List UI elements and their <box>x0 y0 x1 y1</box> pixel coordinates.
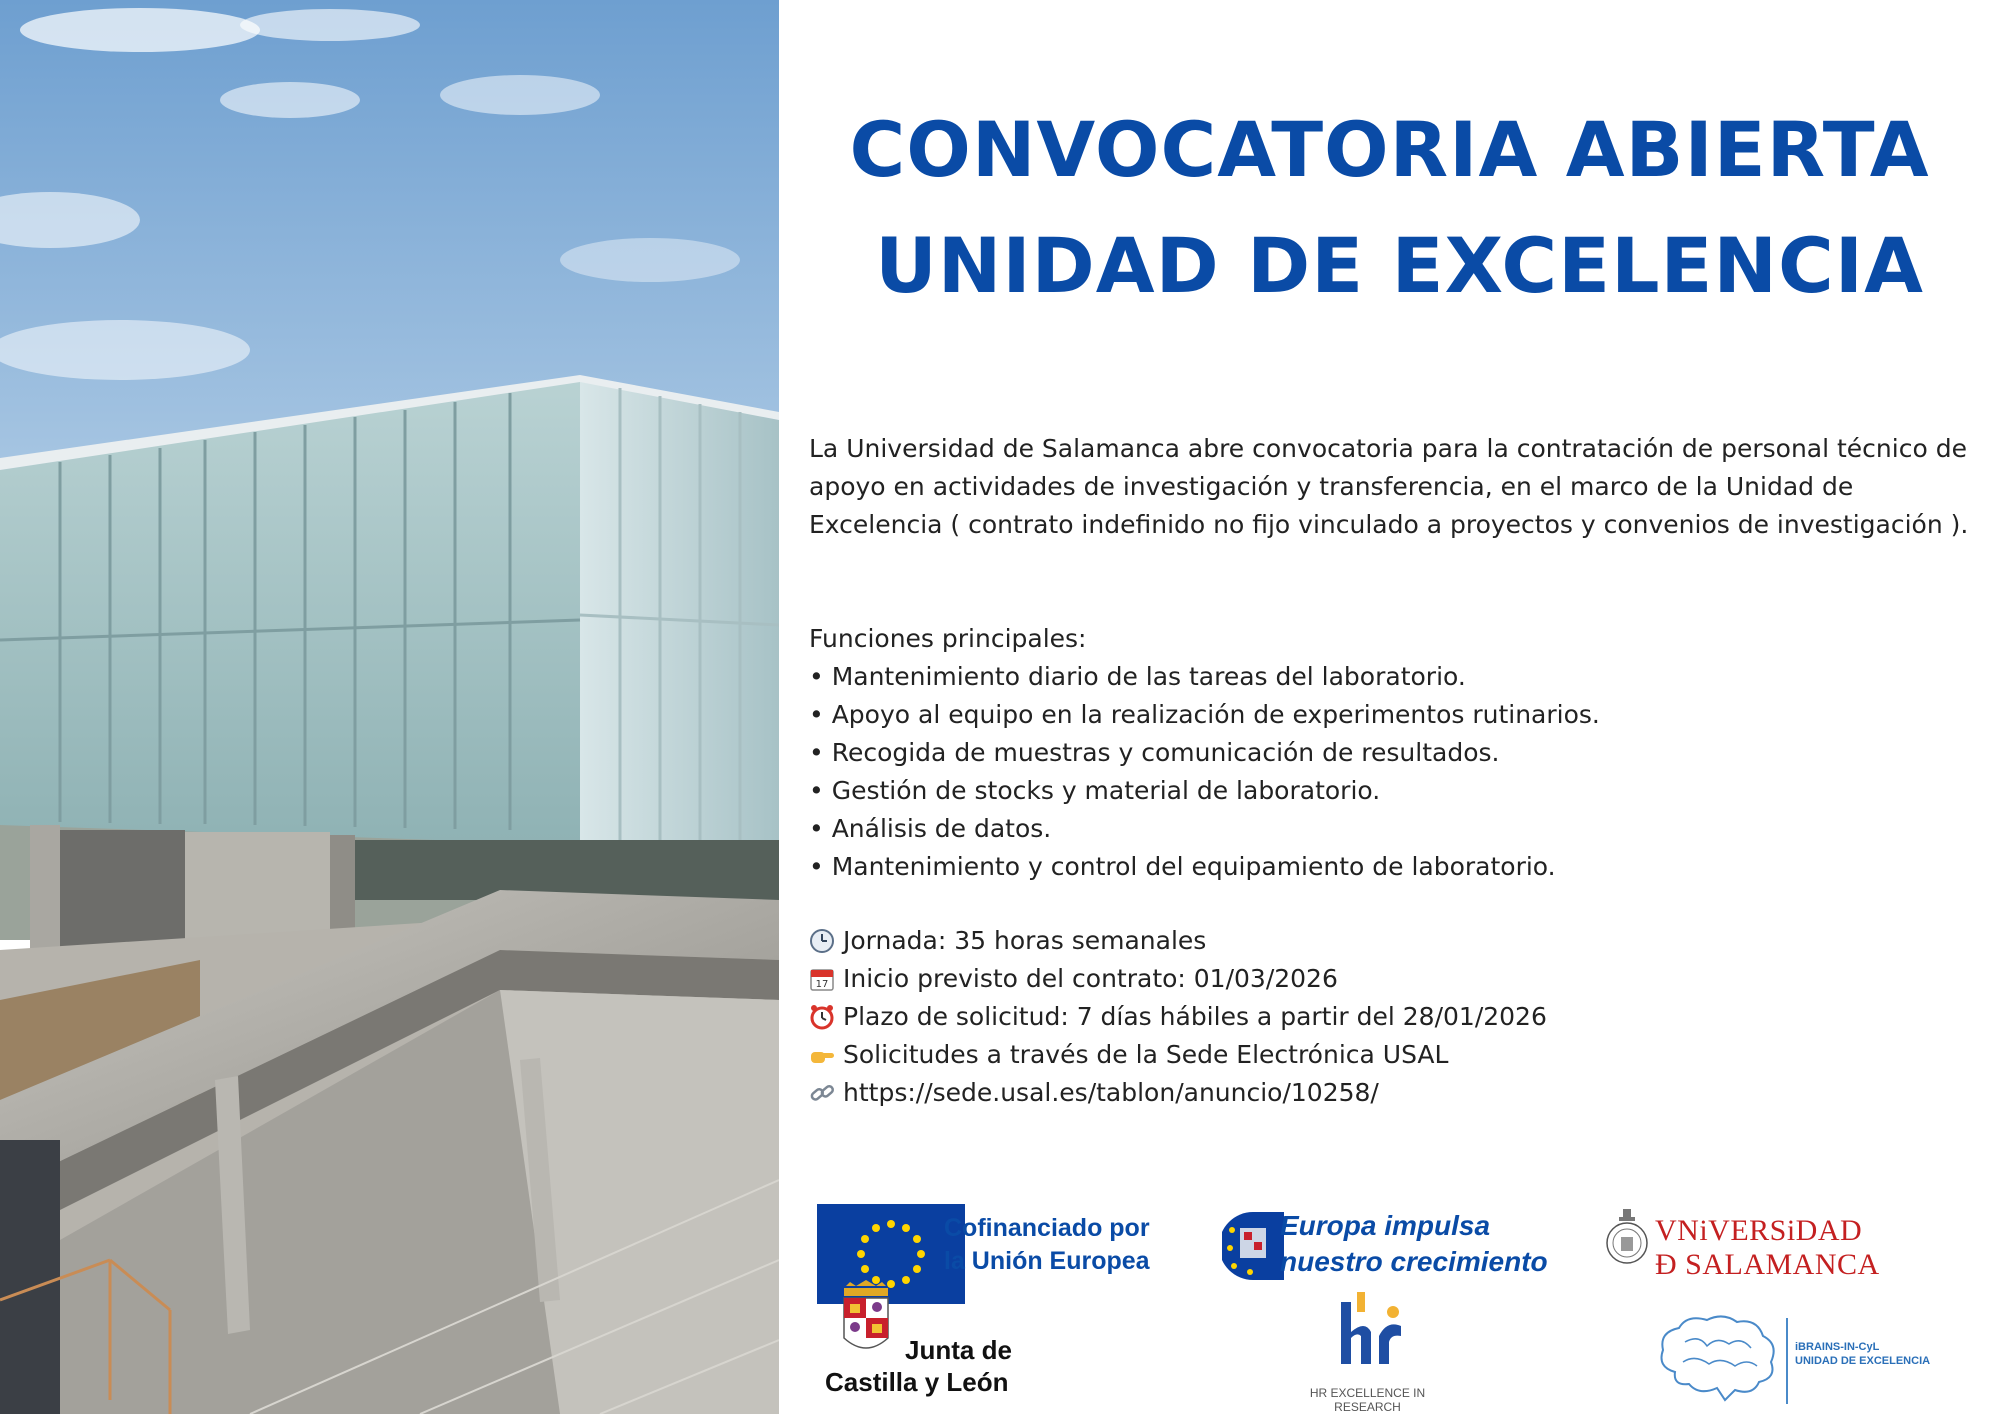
fact-deadline <box>809 998 1547 1036</box>
hr-caption: HR EXCELLENCE IN RESEARCH <box>1309 1386 1426 1414</box>
link-icon <box>809 1080 835 1106</box>
ibrains-text <box>1795 1340 1930 1368</box>
function-item: • Recogida de muestras y comunicación de resultados. <box>809 738 1500 767</box>
fact-text: Jornada: 35 horas semanales <box>843 926 1207 955</box>
function-item: • Análisis de datos. <box>809 814 1052 843</box>
alarm-clock-icon <box>809 1004 835 1030</box>
pointing-hand-icon <box>809 1042 835 1068</box>
svg-text:17: 17 <box>815 979 829 990</box>
jcyl-line-2: Castilla y León <box>825 1367 1009 1397</box>
fact-text: Inicio previsto del contrato: 01/03/2026 <box>843 964 1338 993</box>
fact-text: Plazo de solicitud: 7 días hábiles a partir del 28/01/2026 <box>843 1002 1547 1031</box>
building-photo <box>0 0 779 1414</box>
brain-icon <box>1655 1312 1785 1402</box>
jcyl-line-1: Junta de <box>905 1335 1012 1365</box>
functions-list <box>809 658 1600 886</box>
fact-link[interactable] <box>809 1074 1547 1112</box>
europa-line-2: nuestro crecimiento <box>1280 1246 1548 1277</box>
usal-text <box>1655 1214 1880 1282</box>
ibrains-divider <box>1786 1318 1788 1404</box>
usal-line-1: VNiVERSiDAD <box>1655 1214 1863 1247</box>
announcement-url[interactable]: https://sede.usal.es/tablon/anuncio/10258/ <box>843 1078 1379 1107</box>
eu-line-1: Cofinanciado por <box>944 1214 1150 1242</box>
intro-paragraph: La Universidad de Salamanca abre convocatoria para la contratación de personal técnico de apoyo en actividades de investigación y transferencia, en el marco de la Unidad de Excelencia ( contrato indefinido no fijo vinculado a proyectos y convenios de investigación ). <box>809 434 1969 539</box>
hr-excellence-logo <box>1335 1290 1405 1370</box>
title-line-2: UNIDAD DE EXCELENCIA <box>875 221 1924 310</box>
ibrains-line-2: UNIDAD DE EXCELENCIA <box>1795 1355 1931 1367</box>
europa-line-1: Europa impulsa <box>1280 1210 1491 1241</box>
fact-start-date <box>809 960 1547 998</box>
usal-seal-logo <box>1605 1205 1650 1275</box>
ibrains-line-1: iBRAINS-IN-CyL <box>1795 1341 1880 1353</box>
calendar-icon <box>809 966 835 992</box>
europa-impulsa-emblem <box>1222 1210 1284 1282</box>
europa-impulsa-text <box>1280 1208 1548 1280</box>
functions-heading: Funciones principales: <box>809 624 1087 653</box>
fact-application <box>809 1036 1547 1074</box>
clock-icon <box>809 928 835 954</box>
function-item: • Mantenimiento diario de las tareas del laboratorio. <box>809 662 1466 691</box>
function-item: • Apoyo al equipo en la realización de experimentos rutinarios. <box>809 700 1600 729</box>
title-line-1: CONVOCATORIA ABIERTA <box>849 105 1930 194</box>
announcement-panel <box>779 0 2000 1414</box>
facts-list <box>809 922 1547 1112</box>
jcyl-text <box>825 1334 1012 1398</box>
eu-cofinanced-text <box>944 1212 1150 1278</box>
function-item: • Gestión de stocks y material de laboratorio. <box>809 776 1381 805</box>
fact-text: Solicitudes a través de la Sede Electrónica USAL <box>843 1040 1449 1069</box>
fact-workday <box>809 922 1547 960</box>
eu-line-2: la Unión Europea <box>944 1247 1150 1275</box>
function-item: • Mantenimiento y control del equipamiento de laboratorio. <box>809 852 1556 881</box>
usal-line-2: Ð SALAMANCA <box>1655 1248 1880 1281</box>
